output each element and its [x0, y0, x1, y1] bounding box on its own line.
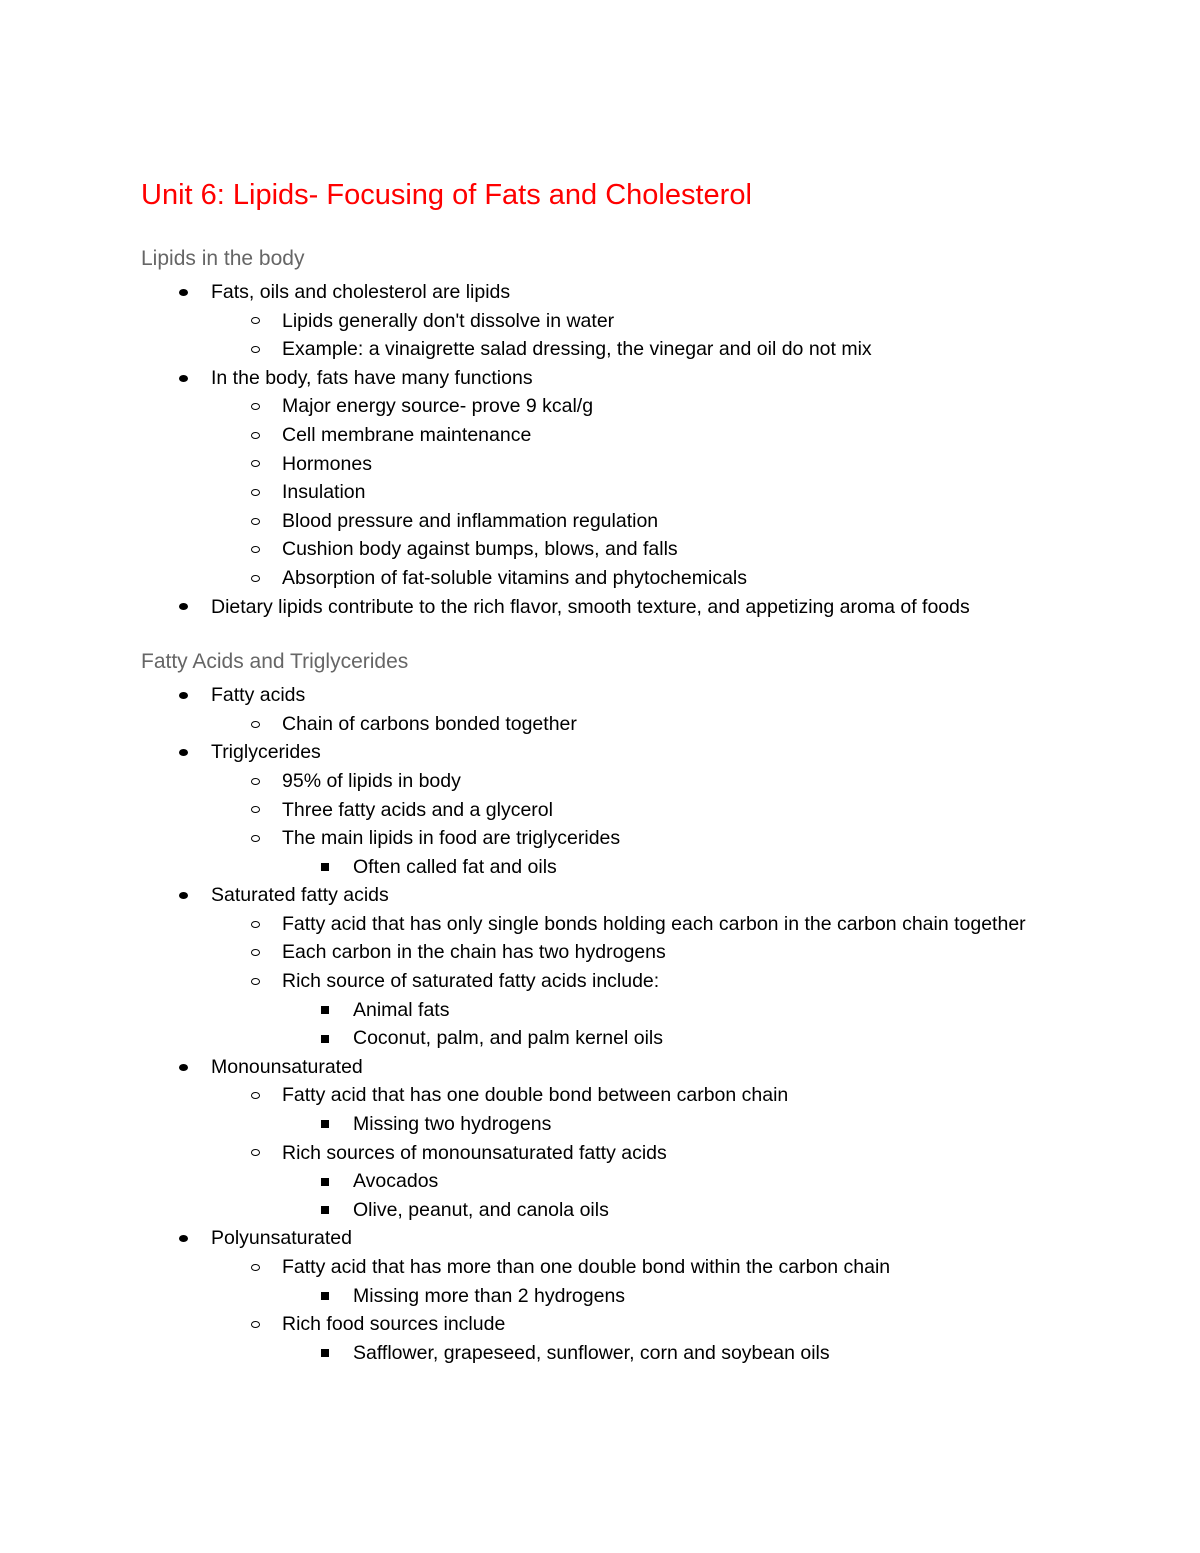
list-item — [141, 364, 1081, 393]
bullet-circle-icon — [245, 938, 265, 967]
bullet-circle-icon — [245, 1310, 265, 1339]
list-item-text: Rich sources of monounsaturated fatty acids — [282, 1141, 667, 1164]
list-item — [141, 1053, 1081, 1082]
document-body — [141, 244, 1081, 1367]
bullet-circle-icon — [245, 796, 265, 825]
bullet-circle-icon — [245, 1081, 265, 1110]
bullet-list — [141, 278, 1081, 621]
list-item — [141, 767, 1081, 796]
list-item-text: Major energy source- prove 9 kcal/g — [282, 395, 594, 418]
bullet-circle-icon — [245, 421, 265, 450]
section-heading: Fatty Acids and Triglycerides — [141, 650, 409, 674]
list-item — [141, 307, 1081, 336]
list-item — [141, 392, 1081, 421]
list-item-text: Three fatty acids and a glycerol — [282, 798, 553, 821]
list-item — [141, 967, 1081, 996]
list-item-text: Cushion body against bumps, blows, and falls — [282, 538, 678, 561]
bullet-circle-icon — [245, 1139, 265, 1168]
list-item — [141, 996, 1081, 1025]
list-item-text: Avocados — [353, 1170, 439, 1193]
list-item — [141, 1081, 1081, 1110]
bullet-dot-icon — [173, 593, 193, 622]
list-item — [141, 910, 1081, 939]
bullet-dot-icon — [173, 1224, 193, 1253]
list-item — [141, 507, 1081, 536]
list-item — [141, 335, 1081, 364]
bullet-dot-icon — [173, 1053, 193, 1082]
bullet-circle-icon — [245, 392, 265, 421]
section-heading: Lipids in the body — [141, 247, 305, 270]
bullet-dot-icon — [173, 681, 193, 710]
bullet-circle-icon — [245, 535, 265, 564]
bullet-circle-icon — [245, 450, 265, 479]
list-item-text: Chain of carbons bonded together — [282, 712, 577, 735]
list-item-text: Missing two hydrogens — [353, 1113, 552, 1136]
bullet-dot-icon — [173, 881, 193, 910]
list-item-text: Olive, peanut, and canola oils — [353, 1198, 609, 1221]
list-item — [141, 1282, 1081, 1311]
bullet-circle-icon — [245, 967, 265, 996]
bullet-circle-icon — [245, 478, 265, 507]
list-item-text: Absorption of fat-soluble vitamins and phytochemicals — [282, 566, 747, 589]
list-item — [141, 824, 1081, 853]
list-item-text: Missing more than 2 hydrogens — [353, 1284, 626, 1307]
list-item-text: Each carbon in the chain has two hydrogens — [282, 941, 666, 964]
bullet-circle-icon — [245, 710, 265, 739]
list-item-text: Blood pressure and inflammation regulation — [282, 509, 659, 532]
list-item — [141, 881, 1081, 910]
bullet-dot-icon — [173, 738, 193, 767]
list-item — [141, 1196, 1081, 1225]
bullet-circle-icon — [245, 910, 265, 939]
bullet-square-icon — [315, 1196, 335, 1225]
list-item-text: Hormones — [282, 452, 372, 475]
list-item — [141, 1339, 1081, 1368]
bullet-square-icon — [315, 1167, 335, 1196]
bullet-circle-icon — [245, 824, 265, 853]
list-item — [141, 710, 1081, 739]
bullet-dot-icon — [173, 364, 193, 393]
bullet-circle-icon — [245, 564, 265, 593]
list-item-text: The main lipids in food are triglycerides — [282, 827, 621, 850]
list-item — [141, 938, 1081, 967]
list-item-text: Fatty acid that has one double bond between carbon chain — [282, 1084, 789, 1107]
list-item — [141, 593, 1081, 622]
bullet-circle-icon — [245, 507, 265, 536]
list-item — [141, 1310, 1081, 1339]
list-item — [141, 1024, 1081, 1053]
bullet-circle-icon — [245, 1253, 265, 1282]
list-item-text: Coconut, palm, and palm kernel oils — [353, 1027, 663, 1050]
list-item-text: Monounsaturated — [211, 1055, 363, 1078]
list-item-text: In the body, fats have many functions — [211, 366, 533, 389]
list-item — [141, 853, 1081, 882]
list-item — [141, 1253, 1081, 1282]
bullet-square-icon — [315, 1024, 335, 1053]
document-title: Unit 6: Lipids- Focusing of Fats and Cholesterol — [141, 179, 752, 211]
list-item-text: Animal fats — [353, 998, 450, 1021]
list-item — [141, 421, 1081, 450]
list-item — [141, 450, 1081, 479]
list-item — [141, 1139, 1081, 1168]
document-section — [141, 244, 1081, 621]
list-item — [141, 681, 1081, 710]
bullet-square-icon — [315, 1339, 335, 1368]
list-item — [141, 1110, 1081, 1139]
list-item-text: Fatty acid that has only single bonds holding each carbon in the carbon chain together — [282, 912, 1026, 935]
list-item-text: Fatty acid that has more than one double bond within the carbon chain — [282, 1256, 891, 1278]
document-page — [141, 172, 1081, 1367]
list-item-text: Often called fat and oils — [353, 855, 557, 878]
list-item-text: Fatty acids — [211, 684, 306, 707]
bullet-list — [141, 681, 1081, 1367]
bullet-circle-icon — [245, 767, 265, 796]
bullet-circle-icon — [245, 307, 265, 336]
list-item — [141, 1224, 1081, 1253]
list-item — [141, 535, 1081, 564]
bullet-square-icon — [315, 1282, 335, 1311]
list-item — [141, 1167, 1081, 1196]
bullet-square-icon — [315, 853, 335, 882]
list-item — [141, 278, 1081, 307]
document-section — [141, 647, 1081, 1367]
list-item — [141, 796, 1081, 825]
list-item-text: Saturated fatty acids — [211, 884, 389, 907]
list-item-text: Safflower, grapeseed, sunflower, corn and soybean oils — [353, 1341, 830, 1364]
list-item-text: Lipids generally don't dissolve in water — [282, 309, 615, 332]
list-item-text: Polyunsaturated — [211, 1227, 352, 1250]
list-item-text: Example: a vinaigrette salad dressing, the vinegar and oil do not mix — [282, 338, 872, 361]
list-item-text: Rich source of saturated fatty acids include: — [282, 970, 660, 993]
bullet-circle-icon — [245, 335, 265, 364]
list-item-text: 95% of lipids in body — [282, 769, 461, 792]
bullet-square-icon — [315, 1110, 335, 1139]
bullet-dot-icon — [173, 278, 193, 307]
list-item-text: Rich food sources include — [282, 1313, 506, 1336]
list-item-text: Fats, oils and cholesterol are lipids — [211, 281, 511, 303]
list-item-text: Triglycerides — [211, 741, 321, 764]
list-item — [141, 478, 1081, 507]
list-item-text: Cell membrane maintenance — [282, 423, 532, 446]
list-item — [141, 564, 1081, 593]
bullet-square-icon — [315, 996, 335, 1025]
list-item-text: Dietary lipids contribute to the rich flavor, smooth texture, and appetizing aroma of foods — [211, 595, 970, 618]
list-item — [141, 738, 1081, 767]
list-item-text: Insulation — [282, 481, 366, 504]
